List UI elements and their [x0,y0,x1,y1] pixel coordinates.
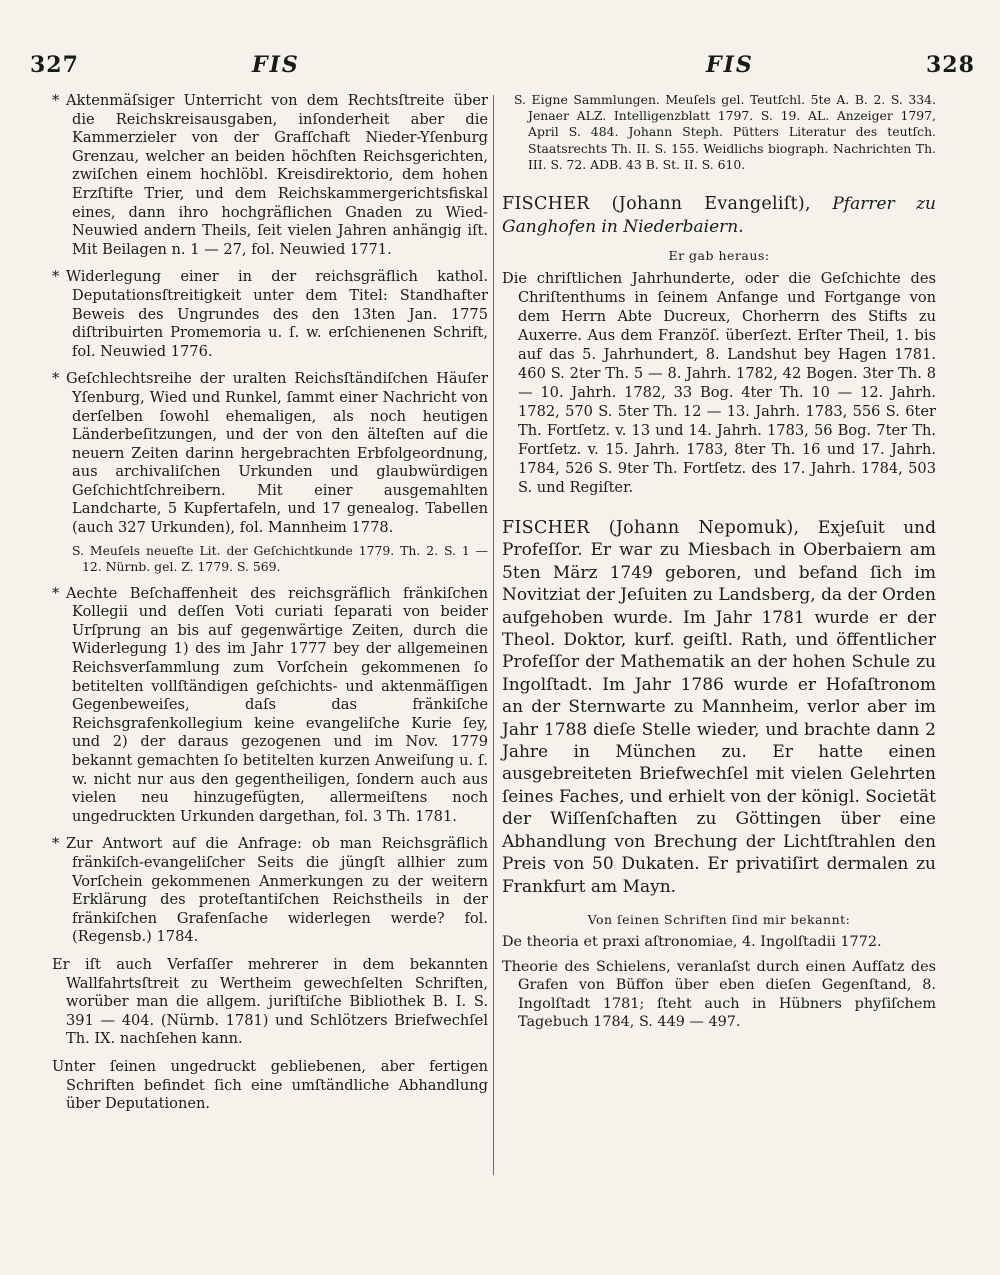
column-divider [493,95,494,1175]
works-subheading: Er gab heraus: [668,248,770,264]
asterisk-marker: * [52,584,60,602]
asterisk-marker: * [52,835,60,853]
right-column [502,92,936,1038]
bibliography-entry [52,268,488,361]
author-name: FISCHER (Johann Evangeliſt), [502,194,811,215]
entry-text: Geſchlechtsreihe der uralten Reichsſtändiſchen Häuſer Yſenburg, Wied und Runkel, ſammt einer Nachricht von derſelben ſowohl ehemaligen, als noch heutigen Länderbeſitzungen, und der von den älteſten auf die neuern Zeiten darinn hergebrachten Erbfolgeordnung, aus archivaliſchen Urkunden und glaubwürdigen Geſchichtſchreibern. Mit einer ausgemahlten Landcharte, 5 Kupfertafeln, und 17 genealog. Tabellen (auch 327 Urkunden), fol. Mannheim 1778. [66,370,488,537]
work-entry: Theorie des Schielens, veranlaſst durch einen Aufſatz des Grafen von Büffon über eben dieſen Gegenſtand, 8. Ingolſtadt 1781; ſteht auch in Hübners phyſiſchem Tagebuch 1784, S. 449 — 497. [502,958,936,1031]
remark-paragraph: Unter ſeinen ungedruckt gebliebenen, aber fertigen Schriften befindet ſich eine umſtändliche Abhandlung über Deputationen. [52,1057,488,1113]
asterisk-marker: * [52,268,60,286]
left-page-number: 327 [30,52,79,78]
author-entry-evangelist [502,193,936,238]
left-running-head: FIS [252,52,300,78]
works-subheading: Von ſeinen Schriften ſind mir bekannt: [587,911,851,927]
reference-note: S. Eigne Sammlungen. Meuſels gel. Teutſchl. 5te A. B. 2. S. 334. Jenaer ALZ. Intelligenzblatt 1797. S. 19. AL. Anzeiger 1797, April S. 484. Johann Steph. Pütters Literatur des teutſch. Staatsrechts Th. II. S. 155. Weidlichs biograph. Nachrichten Th. III. S. 72. ADB. 43 B. St. II. S. 610. [514,92,936,172]
right-page-number: 328 [926,52,975,78]
entry-text: Aechte Beſchaffenheit des reichsgräflich fränkiſchen Kollegii und deſſen Voti curiati ſeparati von beider Urſprung an bis auf gegenwärtige Zeiten, durch die Widerlegung 1) des im Jahr 1777 bey der allgemeinen Reichsverſammlung zum Vorſchein gekommenen ſo betitelten vollſtändigen geſchichts- und aktenmäſſigen Gegenbeweiſes, daſs das fränkiſche Reichsgrafenkollegium keine evangeliſche Kurie ſey, und 2) der daraus gezogenen und im Nov. 1779 bekannt gemachten ſo betitelten kurzen Anweiſung u. ſ. w. nicht nur aus den gegentheiligen, ſondern auch aus vielen neu hinzugefügten, allermeiſtens noch ungedruckten Urkunden dargethan, fol. 3 Th. 1781. [66,584,488,825]
left-column [52,92,488,1123]
reference-note: S. Meuſels neueſte Lit. der Geſchichtkunde 1779. Th. 2. S. 1 — 12. Nürnb. gel. Z. 1779. S. 569. [72,542,488,574]
entry-text: Widerlegung einer in der reichsgräflich kathol. Deputationsſtreitigkeit unter dem Titel: Standhafter Beweis des Ungrundes des den 13ten Jan. 1775 diſtribuirten Promemoria u. ſ. w. erſchienenen Schrift, fol. Neuwied 1776. [66,268,488,360]
bibliography-entry [52,92,488,259]
remark-paragraph: Er iſt auch Verfaſſer mehrerer in dem bekannten Wallfahrtsſtreit zu Wertheim gewechſelten Schriften, worüber man die allgem. juriſtiſche Bibliothek B. I. S. 391 — 404. (Nürnb. 1781) und Schlötzers Briefwechſel Th. IX. nachſehen kann. [52,955,488,1048]
right-running-head: FIS [706,52,754,78]
work-entry: De theoria et praxi aſtronomiae, 4. Ingolſtadii 1772. [502,933,882,950]
author-biography: Exjeſuit und Profeſſor. Er war zu Miesbach in Oberbaiern am 5ten März 1749 geboren, und befand ſich im Novitziat der Jeſuiten zu Landsberg, da der Orden aufgehoben wurde. Im Jahr 1781 wurde er der Theol. Doktor, kurf. geiſtl. Rath, und öffentlicher Profeſſor der Mathematik an der hohen Schule zu Ingolſtadt. Im Jahr 1786 wurde er Hofaſtronom an der Sternwarte zu Mannheim, verlor aber im Jahr 1788 dieſe Stelle wieder, und brachte dann 2 Jahre in München zu. Er hatte einen ausgebreiteten Briefwechſel mit vielen Gelehrten ſeines Faches, und erhielt von der königl. Societät der Wiſſenſchaften zu Göttingen über eine Abhandlung von Brechung der Lichtſtrahlen den Preis von 50 Dukaten. Er privatiſirt dermalen zu Frankfurt am Mayn. [502,518,936,897]
bibliography-entry [52,370,488,537]
asterisk-marker: * [52,370,60,388]
entry-text: Zur Antwort auf die Anfrage: ob man Reichsgräflich fränkiſch-evangeliſcher Seits die jüngſt allhier zum Vorſchein gekommenen Anmerkungen zu der weitern Erklärung des proteſtantiſchen Reichstheils in der fränkiſchen Grafenſache widerlegen werde? fol. (Regensb.) 1784. [66,835,488,946]
bibliography-entry [52,835,488,947]
author-entry-nepomuk [502,517,936,898]
asterisk-marker: * [52,92,60,109]
bibliography-entry [52,585,488,827]
author-name: FISCHER (Johann Nepomuk), [502,518,800,539]
entry-text: Aktenmäſsiger Unterricht von dem Rechtsſtreite über die Reichskreisausgaben, inſonderheit aber die Kammerzieler von der Grafſchaft Nieder-Yſenburg Grenzau, welcher an beiden höchſten Reichsgerichten, zwiſchen einem hochlöbl. Kreisdirektorio, dem hohen Erzſtifte Trier, und dem Reichskammergerichtsfiskal eines, dann ihro hochgräflichen Gnaden zu Wied-Neuwied andern Theils, ſeit vielen Jahren anhängig iſt. Mit Beilagen n. 1 — 27, fol. Neuwied 1771. [66,92,488,258]
work-entry: Die chriſtlichen Jahrhunderte, oder die Geſchichte des Chriſtenthums in ſeinem Anfange und Fortgange von dem Herrn Abte Ducreux, Chorherrn des Stifts zu Auxerre. Aus dem Franzöſ. überſezt. Erſter Theil, 1. bis auf das 5. Jahrhundert, 8. Landshut bey Hagen 1781. 460 S. 2ter Th. 5 — 8. Jahrh. 1782, 42 Bogen. 3ter Th. 8 — 10. Jahrh. 1782, 33 Bog. 4ter Th. 10 — 12. Jahrh. 1782, 570 S. 5ter Th. 12 — 13. Jahrh. 1783, 556 S. 6ter Th. Fortſetz. v. 13 und 14. Jahrh. 1783, 56 Bog. 7ter Th. Fortſetz. v. 15. Jahrh. 1783, 8ter Th. 16 und 17. Jahrh. 1784, 526 S. 9ter Th. Fortſetz. des 17. Jahrh. 1784, 503 S. und Regiſter. [502,270,936,497]
author-description: Pfarrer zu Ganghofen in Niederbaiern. [502,194,936,237]
